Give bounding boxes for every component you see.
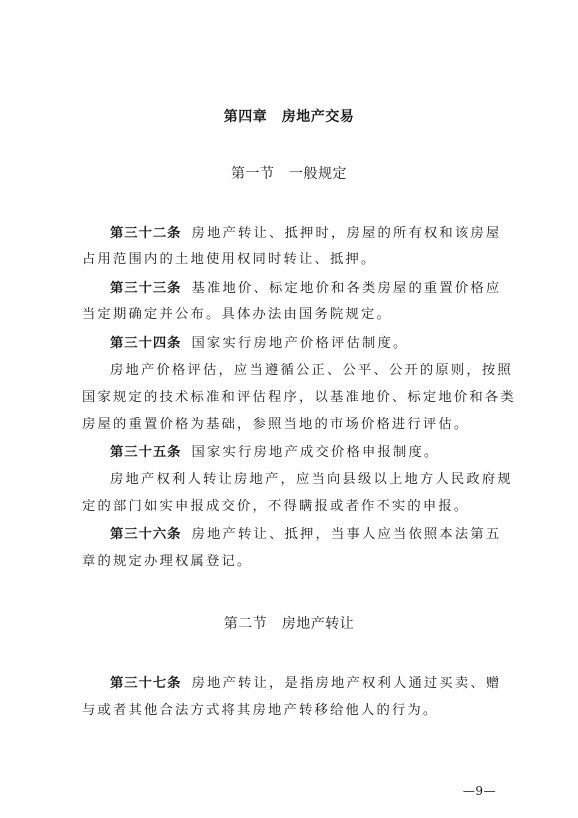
article-35-line-1 [110,441,439,460]
article-32-label: 第三十二条 [110,226,182,241]
article-35-label: 第三十五条 [110,445,182,460]
article-37-line-1 [110,672,501,691]
article-33-text-1: 基准地价、标定地价和各类房屋的重置价格应 [191,281,502,296]
article-34-text-1: 国家实行房地产价格评估制度。 [191,336,409,351]
article-35-para-line-1: 房地产权利人转让房地产，应当向县级以上地方人民政府规 [110,472,513,487]
article-34-para-line-2: 国家规定的技术标准和评估程序，以基准地价、标定地价和各类 [82,390,516,405]
chapter-title: 第四章 房地产交易 [223,109,355,125]
article-35-text-1: 国家实行房地产成交价格申报制度。 [191,445,440,460]
section-title-general: 第一节 一般规定 [231,166,347,182]
article-36-label: 第三十六条 [110,527,182,542]
article-34-para-line-1: 房地产价格评估，应当遵循公正、公平、公开的原则，按照 [110,363,513,378]
article-32-line-2: 占用范围内的土地使用权同时转让、抵押。 [82,252,377,267]
article-33-line-2: 当定期确定并公布。具体办法由国务院规定。 [82,307,392,322]
article-34-label: 第三十四条 [110,336,182,351]
article-37-line-2: 与或者其他合法方式将其房地产转移给他人的行为。 [82,703,439,718]
article-32-line-1 [110,222,501,241]
article-32-text-1: 房地产转让、抵押时，房屋的所有权和该房屋 [191,226,502,241]
article-33-label: 第三十三条 [110,281,182,296]
article-33-line-1 [110,277,501,296]
article-34-para-line-3: 房屋的重置价格为基础，参照当地的市场价格进行评估。 [82,417,470,432]
article-36-line-1 [110,523,501,542]
article-35-para-line-2: 定的部门如实申报成交价，不得瞒报或者作不实的申报。 [82,499,470,514]
page-number: —9— [462,784,496,798]
article-37-text-1: 房地产转让，是指房地产权利人通过买卖、赠 [191,676,502,691]
article-36-line-2: 章的规定办理权属登记。 [82,554,253,569]
section-title-transfer: 第二节 房地产转让 [223,616,355,632]
article-37-label: 第三十七条 [110,676,182,691]
article-36-text-1: 房地产转让、抵押，当事人应当依照本法第五 [191,527,502,542]
article-34-line-1 [110,332,408,351]
